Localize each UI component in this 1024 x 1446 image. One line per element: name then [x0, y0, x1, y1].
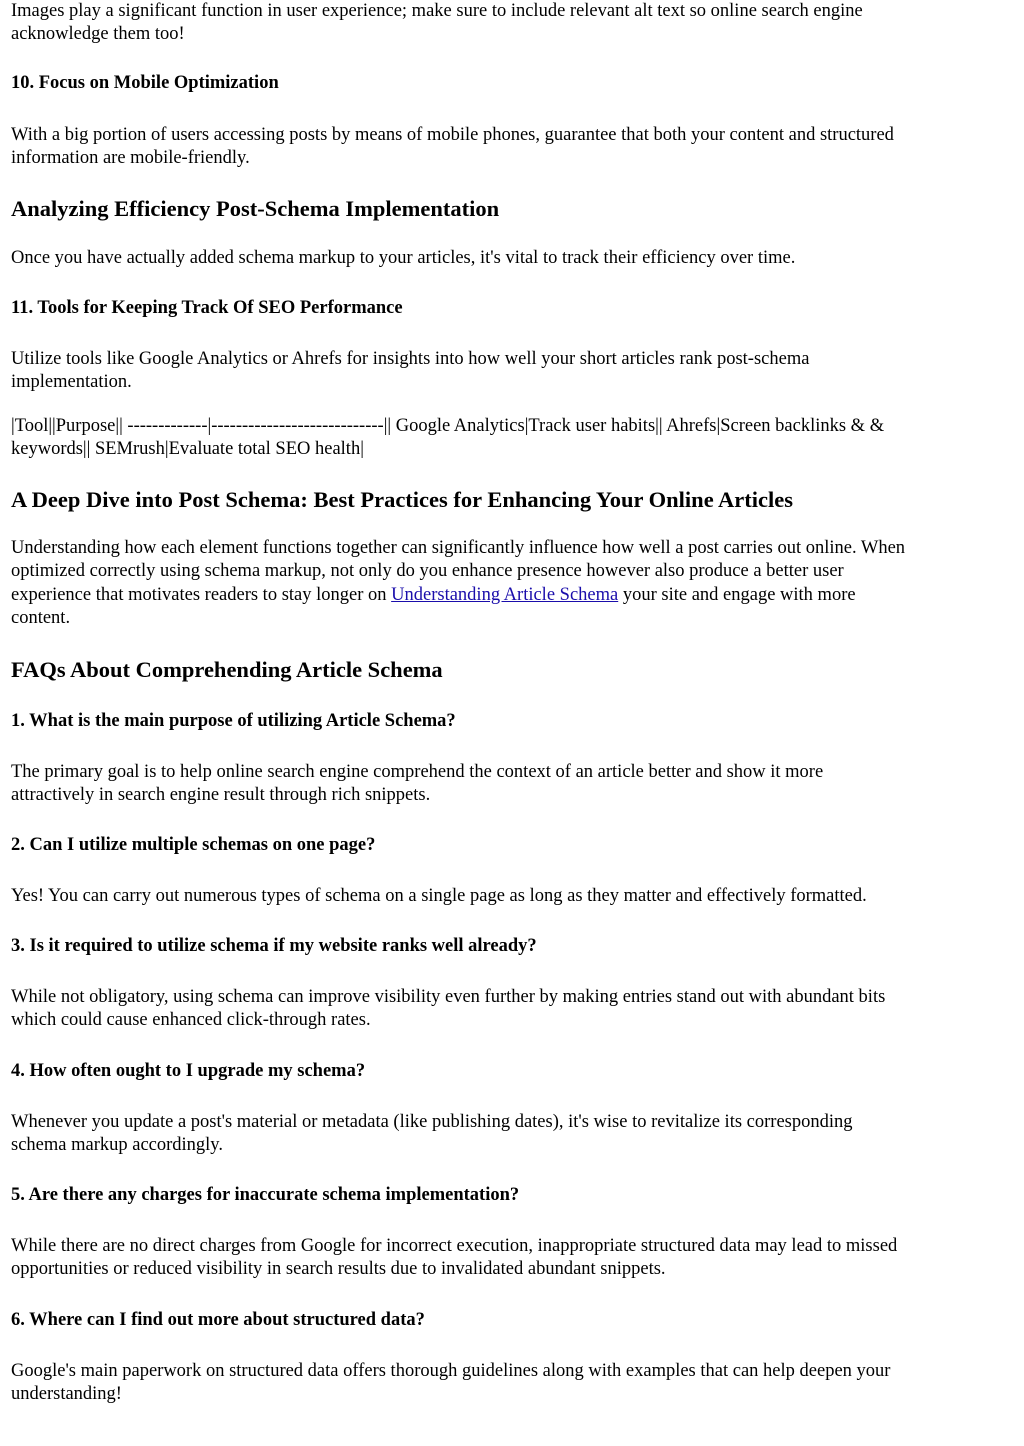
deep-dive-text-before-link: experience that motivates readers to stay longer on — [11, 585, 392, 605]
faq-answer-3-line-2: which could cause enhanced click-through rates. — [11, 1010, 371, 1030]
faq-answer-2-line-1: Yes! You can carry out numerous types of schema on a single page as long as they matter and effectively formatted. — [11, 886, 867, 906]
section-11-paragraph-line-2: implementation. — [11, 372, 132, 392]
tools-table-text-line-1: |Tool||Purpose|| -------------|----------------------------|| Google Analytics|Track user habits|| Ahrefs|Screen backlinks & & — [11, 416, 885, 436]
section-10-heading: 10. Focus on Mobile Optimization — [11, 73, 279, 93]
understanding-article-schema-link[interactable]: Understanding Article Schema — [391, 585, 619, 605]
intro-paragraph-line-2: acknowledge them too! — [11, 24, 185, 44]
faq-question-3: 3. Is it required to utilize schema if my website ranks well already? — [11, 936, 537, 956]
faq-question-5: 5. Are there any charges for inaccurate schema implementation? — [11, 1185, 520, 1205]
section-10-paragraph-line-1: With a big portion of users accessing posts by means of mobile phones, guarantee that both your content and structured — [11, 125, 894, 145]
faq-answer-5-line-2: opportunities or reduced visibility in search results due to invalidated abundant snippets. — [11, 1259, 666, 1279]
faqs-heading: FAQs About Comprehending Article Schema — [11, 657, 443, 682]
faq-answer-6-line-2: understanding! — [11, 1384, 122, 1404]
faq-answer-3-line-1: While not obligatory, using schema can improve visibility even further by making entries stand out with abundant bits — [11, 987, 886, 1007]
faq-answer-5-line-1: While there are no direct charges from Google for incorrect execution, inappropriate structured data may lead to missed — [11, 1236, 898, 1256]
deep-dive-paragraph-line-1: Understanding how each element functions together can significantly influence how well a post carries out online. When — [11, 538, 906, 558]
deep-dive-text-after-link: your site and engage with more — [618, 585, 856, 605]
faq-question-2: 2. Can I utilize multiple schemas on one page? — [11, 835, 376, 855]
faq-question-4: 4. How often ought to I upgrade my schema? — [11, 1061, 366, 1081]
faq-answer-1-line-1: The primary goal is to help online search engine comprehend the context of an article better and show it more — [11, 762, 824, 782]
deep-dive-heading: A Deep Dive into Post Schema: Best Practices for Enhancing Your Online Articles — [11, 487, 794, 512]
section-10-paragraph-line-2: information are mobile-friendly. — [11, 148, 250, 168]
faq-question-1: 1. What is the main purpose of utilizing Article Schema? — [11, 711, 456, 731]
section-11-paragraph-line-1: Utilize tools like Google Analytics or Ahrefs for insights into how well your short articles rank post-schema — [11, 349, 810, 369]
intro-paragraph-line-1: Images play a significant function in user experience; make sure to include relevant alt text so online search engine — [11, 1, 863, 21]
deep-dive-paragraph-line-4: content. — [11, 608, 71, 628]
faq-question-6: 6. Where can I find out more about structured data? — [11, 1310, 425, 1330]
faq-answer-6-line-1: Google's main paperwork on structured data offers thorough guidelines along with examples that can help deepen your — [11, 1361, 891, 1381]
section-11-heading: 11. Tools for Keeping Track Of SEO Performance — [11, 298, 403, 318]
tools-table-text-line-2: keywords|| SEMrush|Evaluate total SEO health| — [11, 439, 364, 459]
faq-answer-4-line-2: schema markup accordingly. — [11, 1135, 223, 1155]
faq-answer-1-line-2: attractively in search engine result through rich snippets. — [11, 785, 431, 805]
analyzing-paragraph: Once you have actually added schema markup to your articles, it's vital to track their efficiency over time. — [11, 248, 796, 268]
faq-answer-4-line-1: Whenever you update a post's material or metadata (like publishing dates), it's wise to revitalize its corresponding — [11, 1112, 853, 1132]
analyzing-heading: Analyzing Efficiency Post-Schema Implementation — [11, 196, 500, 221]
deep-dive-paragraph-line-3 — [11, 585, 856, 606]
deep-dive-paragraph-line-2: optimized correctly using schema markup, not only do you enhance presence however also produce a better user — [11, 561, 844, 581]
